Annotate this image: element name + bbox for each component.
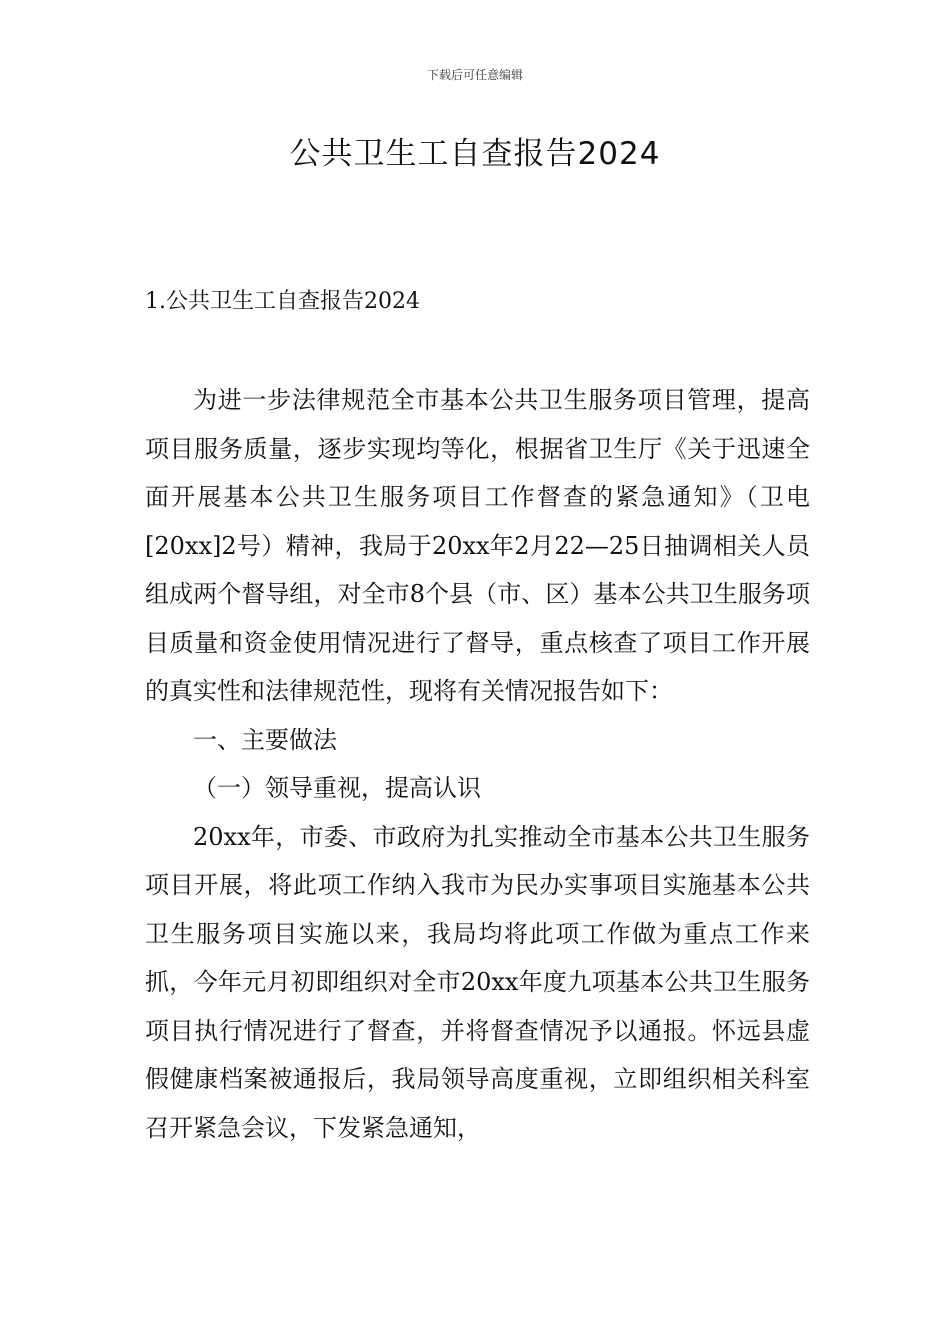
document-body [145, 376, 810, 1152]
header-note: 下载后可任意编辑 [426, 68, 523, 82]
section-heading: 1.公共卫生工自查报告2024 [145, 289, 420, 314]
document-title: 公共卫生工自查报告2024 [289, 136, 661, 172]
subheading-main-practices: 一、主要做法 [193, 725, 337, 754]
subheading-leadership: （一）领导重视，提高认识 [193, 774, 481, 802]
paragraph-intro: 为进一步法律规范全市基本公共卫生服务项目管理，提高项目服务质量，逐步实现均等化，根据省卫生厅《关于迅速全面开展基本公共卫生服务项目工作督查的紧急通知》（卫电[20xx]2号）精神，我局于20xx年2月22—25日抽调相关人员组成两个督导组，对全市8个县（市、区）基本公共卫生服务项目质量和资金使用情况进行了督导，重点核查了项目工作开展的真实性和法律规范性，现将有关情况报告如下： [145, 386, 810, 705]
paragraph-leadership: 20xx年，市委、市政府为扎实推动全市基本公共卫生服务项目开展，将此项工作纳入我市为民办实事项目实施基本公共卫生服务项目实施以来，我局均将此项工作做为重点工作来抓，今年元月初即组织对全市20xx年度九项基本公共卫生服务项目执行情况进行了督查，并将督查情况予以通报。怀远县虚假健康档案被通报后，我局领导高度重视，立即组织相关科室召开紧急会议，下发紧急通知， [145, 822, 810, 1142]
